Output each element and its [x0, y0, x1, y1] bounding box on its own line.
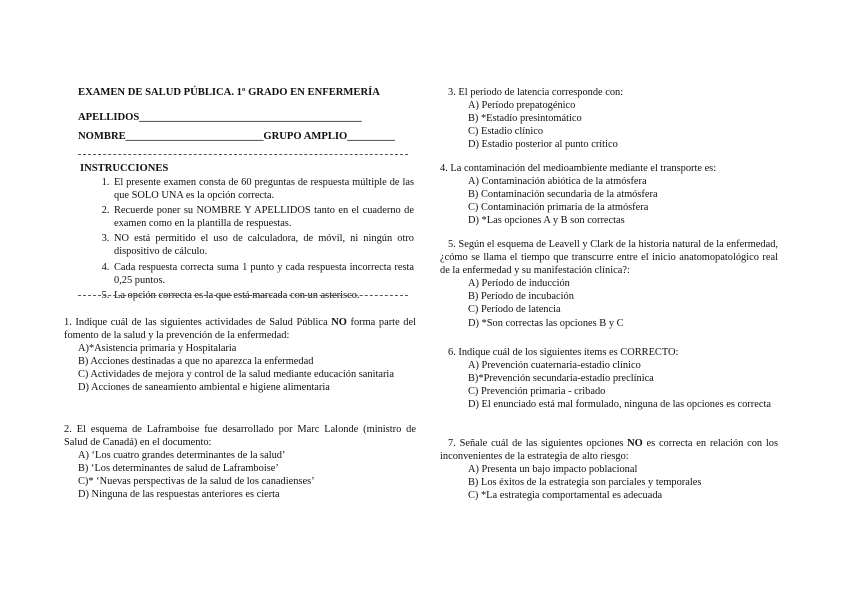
question-1 [64, 316, 416, 395]
answer-option: C) Actividades de mejora y control de la salud mediante educación sanitaria [78, 369, 394, 381]
answer-option: B) Período de incubación [468, 291, 574, 303]
instruction-item: 3. NO está permitido el uso de calculadora, de móvil, ni ningún otro dispositivo de cálculo. [112, 232, 414, 258]
answer-option: C) Contaminación primaria de la atmósfera [468, 202, 649, 214]
question-stem: 2. El esquema de Laframboise fue desarrollado por Marc Lalonde (ministro de Salud de Canadá) en el documento: [64, 424, 416, 449]
answer-option: D) El enunciado está mal formulado, ninguna de las opciones es correcta [468, 399, 771, 411]
answer-option: D) Estadio posterior al punto crítico [468, 139, 618, 151]
divider [78, 295, 408, 296]
answer-option: B)*Prevención secundaria-estadio preclínica [468, 373, 654, 385]
answer-option: B) Acciones destinadas a que no aparezca la enfermedad [78, 356, 314, 368]
answer-option: B) *Estadío presintomático [468, 113, 582, 125]
instruction-item: 5. La opción correcta es la que está marcada con un asterisco. [112, 289, 414, 302]
question-3 [440, 86, 778, 151]
question-2 [64, 423, 416, 502]
answer-option: A)*Asistencia primaria y Hospitalaria [78, 343, 237, 355]
divider [78, 154, 408, 155]
answer-option: B) ‘Los determinantes de salud de Laframboise’ [78, 463, 279, 475]
question-7 [440, 437, 778, 502]
answer-option: A) Período de inducción [468, 278, 570, 290]
instructions-list [78, 176, 414, 304]
answer-option: C)* ‘Nuevas perspectivas de la salud de los canadienses’ [78, 476, 315, 488]
question-4 [440, 162, 778, 227]
answer-option: A) Prevención cuaternaria-estadio clínico [468, 360, 641, 372]
answer-option: D) Ninguna de las respuestas anteriores es cierta [78, 489, 280, 501]
question-stem: 5. Según el esquema de Leavell y Clark de la historia natural de la enfermedad, ¿cómo se llama el tiempo que transcurre entre el inicio anatomopatológico real de la enfermedad y su manifestación clínica?: [440, 239, 778, 277]
instruction-item: 1. El presente examen consta de 60 preguntas de respuesta múltiple de las que SOLO UNA es la opción correcta. [112, 176, 414, 202]
question-stem: 4. La contaminación del medioambiente mediante el transporte es: [440, 163, 717, 174]
question-stem: 7. Señale cuál de las siguientes opciones NO es correcta en relación con los inconvenientes de la estrategia de alto riesgo: [440, 438, 778, 463]
exam-title: EXAMEN DE SALUD PÚBLICA. 1º GRADO EN ENFERMERÍA [78, 87, 380, 98]
nombre-field: NOMBRE__________________________GRUPO AMPLIO_________ [78, 131, 395, 142]
instruction-item: 4. Cada respuesta correcta suma 1 punto y cada respuesta incorrecta resta 0,25 puntos. [112, 261, 414, 287]
question-stem: 1. Indique cuál de las siguientes actividades de Salud Pública NO forma parte del fomento de la salud y la prevención de la enfermedad: [64, 317, 416, 342]
answer-option: D) *Las opciones A y B son correctas [468, 215, 625, 227]
question-5 [440, 238, 778, 330]
question-6 [440, 346, 778, 411]
answer-option: C) Prevención primaria - cribado [468, 386, 606, 398]
instructions-heading: INSTRUCCIONES [80, 163, 169, 174]
answer-option: C) *La estrategia comportamental es adecuada [468, 490, 663, 502]
answer-option: B) Los éxitos de la estrategia son parciales y temporales [468, 477, 702, 489]
answer-option: C) Período de latencia [468, 304, 561, 316]
answer-option: D) *Son correctas las opciones B y C [468, 317, 624, 329]
answer-option: D) Acciones de saneamiento ambiental e higiene alimentaria [78, 382, 330, 394]
question-stem: 3. El periodo de latencia corresponde con: [448, 87, 624, 98]
apellidos-field: APELLIDOS__________________________________________ [78, 112, 362, 123]
instruction-item: 2. Recuerde poner su NOMBRE Y APELLIDOS tanto en el cuaderno de examen como en la plantilla de respuestas. [112, 204, 414, 230]
answer-option: A) Presenta un bajo impacto poblacional [468, 464, 638, 476]
answer-option: C) Estadio clínico [468, 126, 544, 138]
answer-option: B) Contaminación secundaria de la atmósfera [468, 189, 658, 201]
answer-option: A) Contaminación abiótica de la atmósfera [468, 176, 647, 188]
answer-option: A) Período prepatogénico [468, 100, 576, 112]
question-stem: 6. Indique cuál de los siguientes ítems es CORRECTO: [448, 347, 679, 358]
answer-option: A) ‘Los cuatro grandes determinantes de la salud’ [78, 450, 286, 462]
